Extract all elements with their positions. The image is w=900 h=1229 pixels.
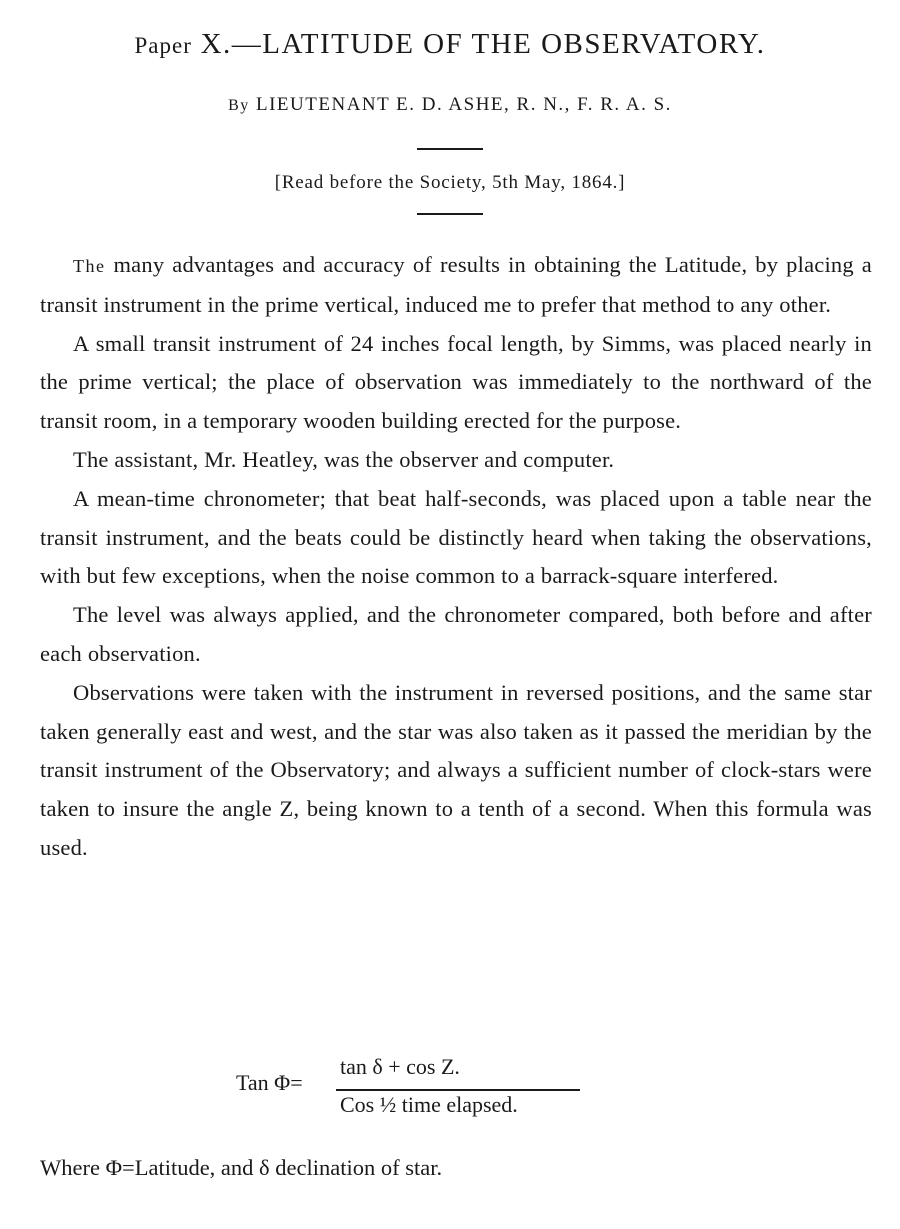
paragraph-2: A small transit instrument of 24 inches focal length, by Simms, was placed nearly in the prime vertical; the place of observation was immediately to the northward of the transit room, in a temporary wooden building erected for the purpose. — [40, 330, 872, 434]
paragraph-1-lead: The — [73, 256, 106, 276]
author-byline — [0, 92, 900, 119]
paragraph-6: Observations were taken with the instrument in reversed positions, and the same star taken generally east and west, and the star was also taken as it passed the meridian by the transit instrument of the Observatory; and always a sufficient number of clock-stars were taken to insure the angle Z, being known to a tenth of a second. When this formula was used. — [40, 679, 872, 860]
fraction-bar — [336, 1089, 580, 1091]
byline-main: LIEUTENANT E. D. ASHE, R. N., F. R. A. S. — [249, 94, 672, 115]
paragraph-1-rest: many advantages and accuracy of results in obtaining the Latitude, by placing a transit instrument in the prime vertical, induced me to prefer that method to any other. — [40, 252, 872, 317]
byline-prefix: By — [228, 97, 250, 114]
paragraph-4: A mean-time chronometer; that beat half-seconds, was placed upon a table near the transit instrument, and the beats could be distinctly heard when taking the observations, with but few exceptions, when the noise common to a barrack-square interfered. — [40, 485, 872, 589]
formula-numerator: tan δ + cos Z. — [340, 1054, 460, 1079]
formula-lhs: Tan Φ= — [236, 1070, 303, 1095]
title-main: X.—LATITUDE OF THE OBSERVATORY. — [191, 28, 766, 60]
formula-denominator: Cos ½ time elapsed. — [340, 1092, 518, 1117]
latitude-formula — [236, 1054, 596, 1124]
paragraph-1 — [40, 246, 872, 325]
title-prefix: Paper — [134, 33, 192, 58]
paragraph-3: The assistant, Mr. Heatley, was the observer and computer. — [73, 446, 615, 472]
paper-title — [0, 26, 900, 64]
paragraph-5: The level was always applied, and the chronometer compared, both before and after each observation. — [40, 602, 872, 666]
body-text — [40, 246, 872, 868]
where-line: Where Φ=Latitude, and δ declination of star. — [40, 1155, 443, 1180]
read-note: [Read before the Society, 5th May, 1864.] — [274, 172, 626, 193]
divider-rule-bottom — [417, 213, 483, 215]
divider-rule-top — [417, 148, 483, 150]
